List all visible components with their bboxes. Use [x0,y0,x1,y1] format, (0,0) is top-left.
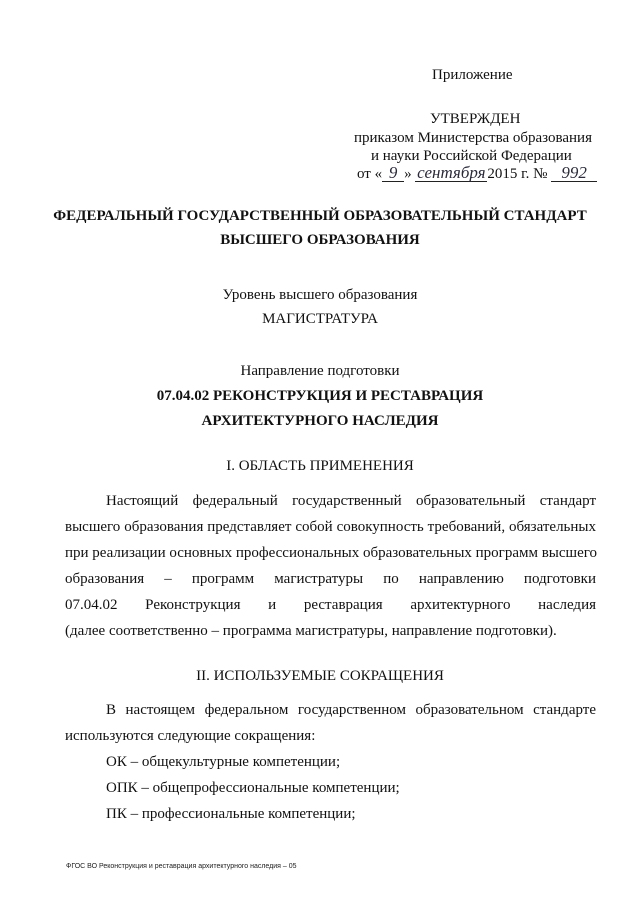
page-footer: ФГОС ВО Реконструкция и реставрация архитектурного наследия – 05 [66,863,297,870]
section-1-line: образования – программ магистратуры по направлению подготовки [65,571,596,587]
section-1-line: Настоящий федеральный государственный образовательный стандарт [106,493,596,509]
order-number: 992 [551,165,597,182]
education-level-value: МАГИСТРАТУРА [262,311,378,327]
date-prefix: от « [357,166,383,182]
date-year: 2015 г. № [487,166,548,182]
approved-label: УТВЕРЖДЕН [430,111,521,127]
section-2-intro-line-1: В настоящем федеральном государственном образовательном стандарте [106,702,596,718]
section-1-heading: I. ОБЛАСТЬ ПРИМЕНЕНИЯ [226,458,414,474]
abbreviation-item: ПК – профессиональные компетенции; [106,806,356,822]
abbreviation-item: ОК – общекультурные компетенции; [106,754,341,770]
appendix-label: Приложение [432,67,513,83]
section-1-line: (далее соответственно – программа магистратуры, направление подготовки). [65,623,557,639]
direction-title-line-2: АРХИТЕКТУРНОГО НАСЛЕДИЯ [201,413,439,429]
document-title-line-1: ФЕДЕРАЛЬНЫЙ ГОСУДАРСТВЕННЫЙ ОБРАЗОВАТЕЛЬНЫЙ СТАНДАРТ [53,208,587,224]
direction-title-line-1: 07.04.02 РЕКОНСТРУКЦИЯ И РЕСТАВРАЦИЯ [156,388,484,404]
date-month: сентября [417,163,486,182]
document-title-line-2: ВЫСШЕГО ОБРАЗОВАНИЯ [220,232,420,248]
date-mid: » [404,166,412,182]
order-line-2: и науки Российской Федерации [371,148,572,164]
direction-label: Направление подготовки [240,363,400,379]
abbreviation-item: ОПК – общепрофессиональные компетенции; [106,780,400,796]
section-2-intro-line-2: используются следующие сокращения: [65,728,316,744]
section-1-line: 07.04.02 Реконструкция и реставрация архитектурного наследия [65,597,596,613]
section-2-heading: II. ИСПОЛЬЗУЕМЫЕ СОКРАЩЕНИЯ [196,668,444,684]
education-level-label: Уровень высшего образования [222,287,418,303]
section-1-line: при реализации основных профессиональных образовательных программ высшего [65,545,598,561]
date-day: 9 [382,165,404,182]
order-date-line [357,165,597,183]
order-line-1: приказом Министерства образования [354,130,592,146]
section-1-line: высшего образования представляет собой совокупность требований, обязательных [65,519,596,535]
